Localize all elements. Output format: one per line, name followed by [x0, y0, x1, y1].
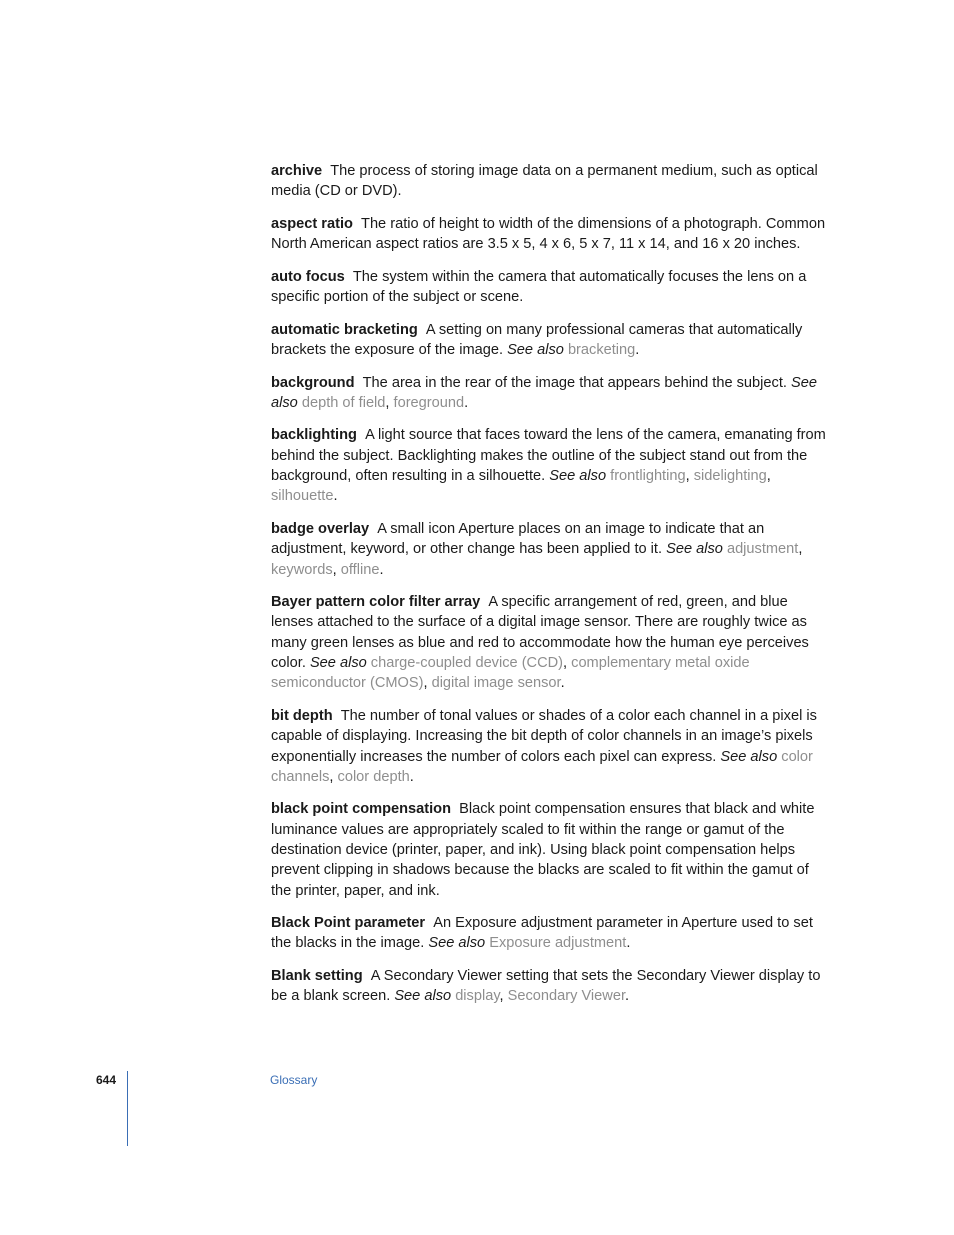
definition-text: , [685, 468, 694, 485]
cross-reference-link[interactable]: depth of field [301, 394, 386, 411]
glossary-entry [271, 373, 826, 414]
glossary-term: aspect ratio [271, 215, 353, 232]
definition-text: . [635, 341, 640, 358]
cross-reference-link[interactable]: charge-coupled device (CCD) [370, 655, 564, 672]
definition-text: The ratio of height to width of the dimensions of a photograph. Common North American aspect ratios are 3.5 x 5, 4 x 6, 5 x 7, 11 x 14, and 16 x 20 inches. [271, 215, 826, 253]
glossary-entry [271, 519, 826, 580]
definition-text: An Exposure adjustment parameter in Aperture used to set the blacks in the image. [271, 915, 813, 952]
glossary-term: archive [271, 163, 323, 179]
glossary-entry [271, 966, 826, 1007]
glossary-entry [271, 267, 826, 308]
glossary-entry [271, 592, 826, 693]
definition-text: . [625, 988, 630, 1005]
glossary-entry [271, 161, 826, 202]
definition-text: . [464, 394, 469, 411]
glossary-term: automatic bracketing [271, 321, 418, 338]
see-also-label: See also [428, 935, 486, 952]
definition-text: . [379, 561, 384, 578]
glossary-term: Bayer pattern color filter array [271, 594, 481, 611]
glossary-term: auto focus [271, 268, 345, 285]
cross-reference-link[interactable]: foreground [393, 394, 465, 411]
glossary-entry [271, 706, 826, 787]
cross-reference-link[interactable]: digital image sensor [431, 675, 561, 692]
page-number: 644 [96, 1073, 117, 1087]
glossary-entries [271, 161, 826, 1019]
definition-text: A Secondary Viewer setting that sets the Secondary Viewer display to be a blank screen. [271, 968, 821, 1005]
see-also-label: See also [549, 468, 607, 485]
definition-text: , [563, 655, 572, 672]
see-also-label: See also [720, 748, 778, 765]
see-also-label: See also [271, 374, 817, 411]
cross-reference-link[interactable]: complementary metal oxide semiconductor (CMOS) [271, 655, 750, 692]
glossary-term: black point compensation [271, 801, 452, 818]
glossary-term: Black Point parameter [271, 915, 426, 932]
cross-reference-link[interactable]: silhouette [271, 488, 334, 505]
cross-reference-link[interactable]: display [455, 988, 500, 1005]
glossary-term: backlighting [271, 427, 357, 444]
see-also-label: See also [507, 341, 564, 358]
definition-text: Black point compensation ensures that black and white luminance values are appropriately scaled to fit within the range or gamut of the destination device (printer, paper, and ink). Using black point compensation helps prevent clipping in shadows because the blacks are scaled to fit within the gamut of the printer, paper, and ink. [271, 801, 815, 899]
cross-reference-link[interactable]: bracketing [567, 341, 636, 358]
definition-text: . [560, 675, 565, 692]
section-title: Glossary [270, 1073, 318, 1087]
glossary-term: badge overlay [271, 520, 370, 537]
cross-reference-link[interactable]: Secondary Viewer [507, 988, 626, 1005]
definition-text: A setting on many professional cameras that automatically brackets the exposure of the image. [271, 321, 803, 358]
definition-text: A small icon Aperture places on an image to indicate that an adjustment, keyword, or other change has been applied to it. [271, 520, 765, 558]
definition-text: . [626, 935, 631, 952]
definition-text: . [409, 768, 414, 785]
glossary-entry [271, 214, 826, 255]
cross-reference-link[interactable]: color channels [271, 748, 813, 785]
glossary-entry [271, 320, 826, 361]
cross-reference-link[interactable]: offline [340, 561, 380, 578]
definition-text: , [332, 561, 341, 578]
cross-reference-link[interactable]: adjustment [726, 541, 799, 558]
glossary-entry [271, 913, 826, 954]
definition-text: , [329, 768, 338, 785]
see-also-label: See also [394, 988, 452, 1005]
footer-divider [127, 1071, 128, 1146]
see-also-label: See also [309, 655, 367, 672]
definition-text: . [333, 488, 338, 505]
definition-text: , [798, 541, 803, 558]
glossary-term: Blank setting [271, 968, 363, 985]
definition-text: The process of storing image data on a permanent medium, such as optical media (CD or DVD). [271, 163, 818, 200]
definition-text: A specific arrangement of red, green, and blue lenses attached to the surface of a digital image sensor. There are roughly twice as many green lenses as blue and red to accommodate how the human eye perceives color. [271, 594, 809, 672]
definition-text: The number of tonal values or shades of a color each channel in a pixel is capable of displaying. Increasing the bit depth of color channels in an image’s pixels exponentially increases the number of colors each pixel can express. [271, 707, 817, 765]
cross-reference-link[interactable]: color depth [337, 768, 410, 785]
see-also-label: See also [666, 541, 723, 558]
cross-reference-link[interactable]: sidelighting [693, 468, 767, 485]
glossary-term: bit depth [271, 707, 333, 724]
definition-text: The area in the rear of the image that appears behind the subject. [362, 374, 791, 391]
glossary-term: background [271, 374, 355, 391]
glossary-entry [271, 799, 826, 900]
glossary-entry [271, 425, 826, 506]
definition-text: , [766, 468, 771, 485]
cross-reference-link[interactable]: frontlighting [610, 468, 686, 485]
definition-text: , [423, 675, 432, 692]
definition-text: , [385, 394, 394, 411]
definition-text: A light source that faces toward the lens of the camera, emanating from behind the subject. Backlighting makes the outline of the subject stand out from the background, often resulting in a silhouette. [271, 427, 826, 485]
cross-reference-link[interactable]: Exposure adjustment [489, 935, 627, 952]
cross-reference-link[interactable]: keywords [271, 561, 333, 578]
definition-text: , [499, 988, 508, 1005]
definition-text: The system within the camera that automatically focuses the lens on a specific portion of the subject or scene. [271, 268, 807, 306]
